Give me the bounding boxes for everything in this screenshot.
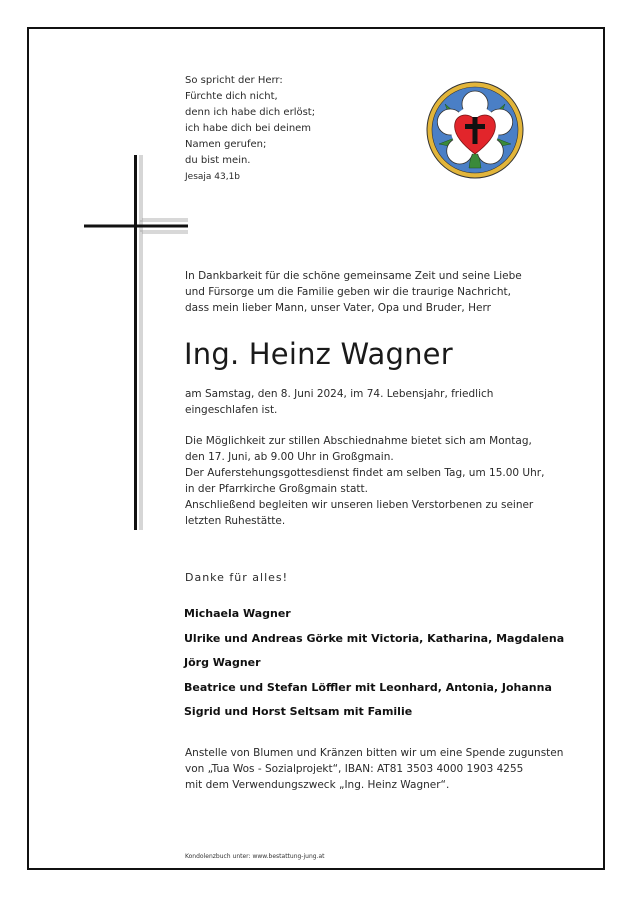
- passing-line: am Samstag, den 8. Juni 2024, im 74. Lebensjahr, friedlich: [185, 388, 494, 400]
- service-line: letzten Ruhestätte.: [185, 515, 286, 527]
- mourner-entry: Ulrike und Andreas Görke mit Victoria, Katharina, Magdalena: [184, 631, 565, 645]
- donation-line: von „Tua Wos - Sozialprojekt“, IBAN: AT81 3503 4000 1903 4255: [185, 763, 524, 775]
- verse-line: ich habe dich bei deinem: [185, 123, 312, 134]
- service-line: Der Auferstehungsgottesdienst findet am selben Tag, um 15.00 Uhr,: [185, 467, 545, 479]
- donation-line: mit dem Verwendungszweck „Ing. Heinz Wagner“.: [185, 779, 450, 791]
- thanks-heading: Danke für alles!: [185, 571, 289, 584]
- donation-line: Anstelle von Blumen und Kränzen bitten wir um eine Spende zugunsten: [185, 747, 564, 759]
- verse-line: Fürchte dich nicht,: [185, 91, 278, 102]
- mourners-list: [184, 602, 564, 725]
- mourner-entry: Beatrice und Stefan Löffler mit Leonhard, Antonia, Johanna: [184, 680, 552, 694]
- mourner-entry: Sigrid und Horst Seltsam mit Familie: [184, 705, 413, 718]
- verse-line: du bist mein.: [185, 155, 251, 166]
- passing-line: eingeschlafen ist.: [185, 404, 278, 416]
- condolence-book-link[interactable]: Kondolenzbuch unter: www.bestattung-jung.at: [185, 853, 325, 860]
- donation-request: [185, 745, 563, 793]
- verse-line: Namen gerufen;: [185, 139, 267, 150]
- service-line: Die Möglichkeit zur stillen Abschiednahme bietet sich am Montag,: [185, 435, 532, 447]
- passing-statement: [185, 386, 493, 418]
- service-details: [185, 433, 544, 529]
- luther-rose-icon: [425, 80, 525, 180]
- announcement-intro: [185, 268, 522, 316]
- mourner-entry: Michaela Wagner: [184, 607, 291, 620]
- mourner-entry: Jörg Wagner: [184, 656, 261, 669]
- verse-line: denn ich habe dich erlöst;: [185, 107, 316, 118]
- service-line: in der Pfarrkirche Großgmain statt.: [185, 483, 369, 495]
- verse-line: So spricht der Herr:: [185, 75, 283, 86]
- deceased-name: Ing. Heinz Wagner: [184, 337, 453, 371]
- verse-reference: Jesaja 43,1b: [185, 172, 241, 182]
- intro-line: und Fürsorge um die Familie geben wir die traurige Nachricht,: [185, 286, 511, 298]
- intro-line: dass mein lieber Mann, unser Vater, Opa und Bruder, Herr: [185, 302, 491, 314]
- service-line: Anschließend begleiten wir unseren lieben Verstorbenen zu seiner: [185, 499, 534, 511]
- bible-verse: [185, 73, 315, 185]
- intro-line: In Dankbarkeit für die schöne gemeinsame Zeit und seine Liebe: [185, 270, 522, 282]
- cross-icon: [84, 155, 188, 530]
- service-line: den 17. Juni, ab 9.00 Uhr in Großgmain.: [185, 451, 394, 463]
